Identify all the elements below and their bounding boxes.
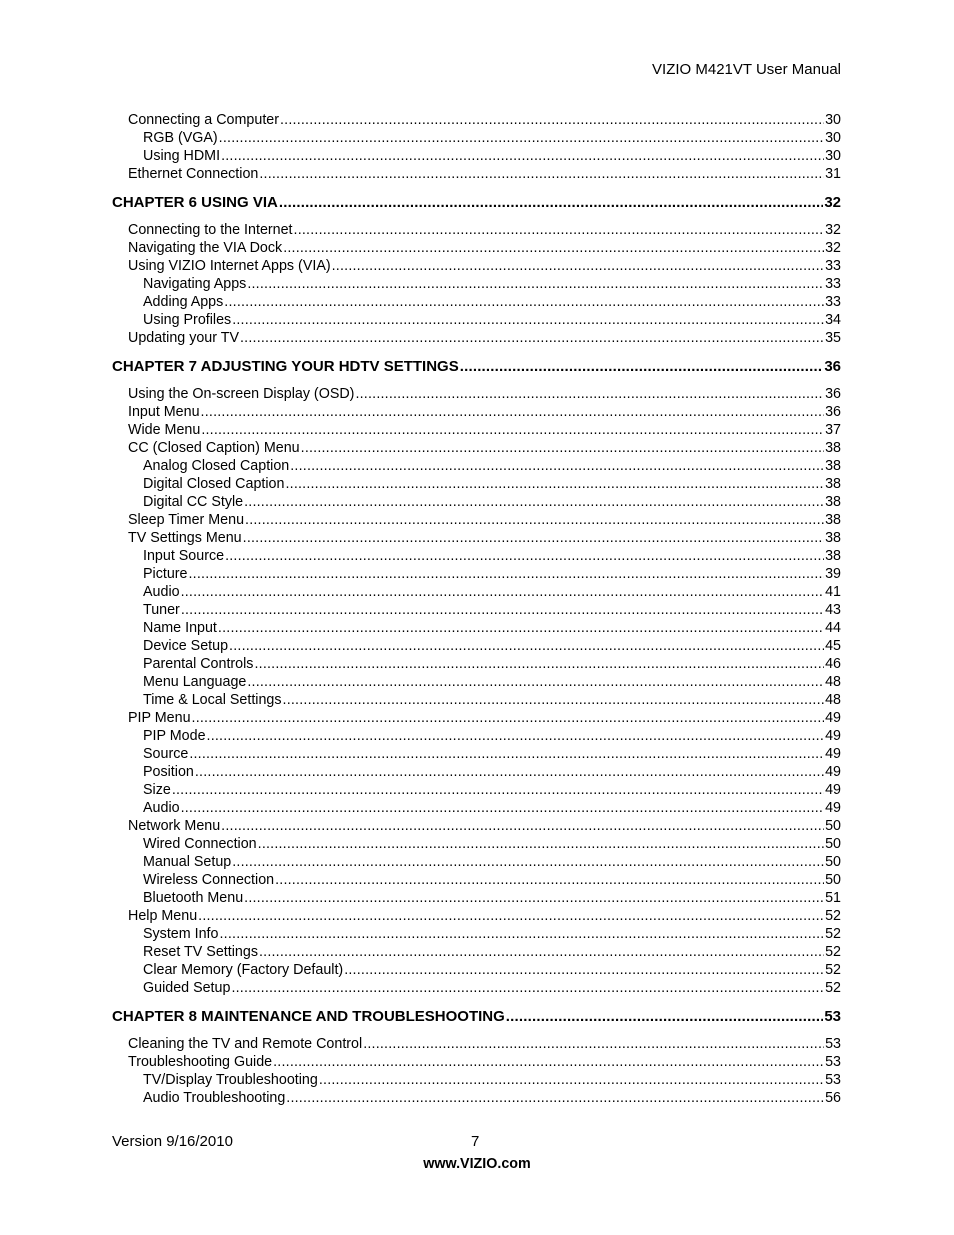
toc-entry-title: Manual Setup [143, 854, 232, 870]
toc-entry-page: 32 [824, 194, 841, 211]
toc-entry[interactable] [112, 511, 841, 529]
dot-leader [355, 385, 824, 403]
toc-entry[interactable] [112, 745, 841, 763]
toc-entry-page: 51 [825, 890, 841, 906]
toc-entry-title: Cleaning the TV and Remote Control [128, 1036, 363, 1052]
footer-url: www.VIZIO.com [423, 1156, 531, 1172]
toc-entry-title: PIP Menu [128, 710, 191, 726]
toc-entry-page: 50 [825, 872, 841, 888]
toc-entry-page: 31 [825, 166, 841, 182]
dot-leader [247, 673, 824, 691]
toc-entry-title: Bluetooth Menu [143, 890, 244, 906]
toc-entry-page: 36 [824, 358, 841, 375]
toc-entry[interactable] [112, 403, 841, 421]
dot-leader [198, 907, 824, 925]
toc-entry-page: 49 [825, 800, 841, 816]
dot-leader [283, 239, 824, 257]
toc-entry[interactable] [112, 111, 841, 129]
toc-entry-page: 38 [825, 440, 841, 456]
toc-entry-title: Audio Troubleshooting [143, 1090, 286, 1106]
toc-entry[interactable] [112, 547, 841, 565]
toc-entry[interactable] [112, 727, 841, 745]
dot-leader [181, 583, 825, 601]
toc-entry-page: 36 [825, 386, 841, 402]
toc-entry-title: Guided Setup [143, 980, 231, 996]
toc-entry[interactable] [112, 421, 841, 439]
toc-entry-title: Device Setup [143, 638, 229, 654]
manual-title: VIZIO M421VT User Manual [652, 61, 841, 78]
toc-entry-page: 35 [825, 330, 841, 346]
table-of-contents [112, 111, 841, 1107]
dot-leader [220, 925, 825, 943]
toc-entry-title: Size [143, 782, 171, 798]
toc-entry-title: Adding Apps [143, 294, 224, 310]
toc-entry[interactable] [112, 1053, 841, 1071]
toc-entry-title: Navigating the VIA Dock [128, 240, 283, 256]
dot-leader [219, 129, 824, 147]
dot-leader [344, 961, 824, 979]
dot-leader [275, 871, 824, 889]
toc-entry-title: Help Menu [128, 908, 198, 924]
dot-leader [229, 637, 824, 655]
toc-entry-page: 49 [825, 728, 841, 744]
toc-entry-title: Audio [143, 800, 180, 816]
toc-entry[interactable] [112, 565, 841, 583]
toc-entry-title: Navigating Apps [143, 276, 247, 292]
toc-entry-page: 43 [825, 602, 841, 618]
toc-entry[interactable] [112, 979, 841, 997]
toc-entry-title: Ethernet Connection [128, 166, 259, 182]
toc-entry[interactable] [112, 691, 841, 709]
dot-leader [332, 257, 824, 275]
dot-leader [259, 943, 824, 961]
toc-entry-page: 48 [825, 692, 841, 708]
toc-entry[interactable] [112, 889, 841, 907]
toc-entry[interactable] [112, 943, 841, 961]
dot-leader [243, 529, 824, 547]
toc-entry-title: Using HDMI [143, 148, 221, 164]
toc-entry-title: TV/Display Troubleshooting [143, 1072, 318, 1088]
toc-entry-page: 49 [825, 764, 841, 780]
toc-entry[interactable] [112, 1089, 841, 1107]
toc-entry-title: Menu Language [143, 674, 247, 690]
dot-leader [172, 781, 824, 799]
toc-entry[interactable] [112, 817, 841, 835]
toc-entry-page: 38 [825, 530, 841, 546]
dot-leader [319, 1071, 824, 1089]
dot-leader [189, 565, 825, 583]
dot-leader [240, 329, 824, 347]
toc-entry[interactable] [112, 619, 841, 637]
toc-entry-page: 48 [825, 674, 841, 690]
dot-leader [245, 511, 824, 529]
toc-entry-title: CHAPTER 7 ADJUSTING YOUR HDTV SETTINGS [112, 358, 459, 375]
toc-entry-title: Wide Menu [128, 422, 201, 438]
toc-chapter-entry[interactable] [112, 193, 841, 213]
toc-entry[interactable] [112, 835, 841, 853]
toc-entry[interactable] [112, 493, 841, 511]
toc-entry[interactable] [112, 457, 841, 475]
toc-entry-title: Reset TV Settings [143, 944, 258, 960]
toc-entry[interactable] [112, 529, 841, 547]
toc-entry[interactable] [112, 129, 841, 147]
toc-entry-page: 49 [825, 746, 841, 762]
dot-leader [285, 475, 824, 493]
toc-entry-page: 38 [825, 494, 841, 510]
toc-entry[interactable] [112, 475, 841, 493]
toc-entry[interactable] [112, 221, 841, 239]
toc-entry-title: Updating your TV [128, 330, 239, 346]
toc-entry-page: 50 [825, 818, 841, 834]
toc-entry-page: 49 [825, 782, 841, 798]
dot-leader [195, 763, 824, 781]
toc-entry[interactable] [112, 1035, 841, 1053]
toc-entry-title: System Info [143, 926, 219, 942]
dot-leader [294, 221, 825, 239]
toc-entry-title: Audio [143, 584, 180, 600]
toc-entry-page: 45 [825, 638, 841, 654]
toc-entry-page: 52 [825, 980, 841, 996]
toc-entry[interactable] [112, 763, 841, 781]
toc-entry-page: 50 [825, 854, 841, 870]
toc-entry-page: 53 [825, 1072, 841, 1088]
toc-entry-title: Wired Connection [143, 836, 257, 852]
toc-entry-page: 30 [825, 148, 841, 164]
toc-entry-title: CHAPTER 6 USING VIA [112, 194, 278, 211]
toc-entry-page: 33 [825, 258, 841, 274]
dot-leader [224, 293, 824, 311]
toc-entry[interactable] [112, 439, 841, 457]
toc-entry-title: Digital Closed Caption [143, 476, 285, 492]
toc-entry-title: PIP Mode [143, 728, 206, 744]
toc-entry-page: 39 [825, 566, 841, 582]
toc-entry-title: Sleep Timer Menu [128, 512, 245, 528]
toc-entry-title: Input Menu [128, 404, 200, 420]
dot-leader [363, 1035, 824, 1053]
toc-entry-page: 53 [825, 1036, 841, 1052]
dot-leader [290, 457, 824, 475]
dot-leader [301, 439, 824, 457]
toc-entry[interactable] [112, 257, 841, 275]
dot-leader [273, 1053, 824, 1071]
toc-entry[interactable] [112, 853, 841, 871]
toc-entry-page: 38 [825, 476, 841, 492]
toc-entry[interactable] [112, 781, 841, 799]
toc-chapter-entry[interactable] [112, 1007, 841, 1027]
toc-entry[interactable] [112, 601, 841, 619]
dot-leader [460, 357, 824, 377]
toc-entry-title: Wireless Connection [143, 872, 275, 888]
toc-entry-page: 41 [825, 584, 841, 600]
toc-entry-page: 32 [825, 222, 841, 238]
toc-entry-page: 50 [825, 836, 841, 852]
dot-leader [280, 111, 824, 129]
toc-entry[interactable] [112, 871, 841, 889]
toc-entry-title: Analog Closed Caption [143, 458, 290, 474]
toc-entry-title: Tuner [143, 602, 180, 618]
toc-entry[interactable] [112, 385, 841, 403]
toc-entry-page: 30 [825, 112, 841, 128]
toc-entry-page: 33 [825, 294, 841, 310]
toc-entry-page: 52 [825, 944, 841, 960]
dot-leader [192, 709, 825, 727]
toc-entry-title: RGB (VGA) [143, 130, 218, 146]
toc-entry-page: 38 [825, 458, 841, 474]
dot-leader [221, 147, 824, 165]
toc-entry-title: Using VIZIO Internet Apps (VIA) [128, 258, 331, 274]
dot-leader [247, 275, 824, 293]
dot-leader [506, 1007, 824, 1027]
toc-entry[interactable] [112, 583, 841, 601]
dot-leader [207, 727, 825, 745]
toc-entry[interactable] [112, 961, 841, 979]
toc-entry-page: 52 [825, 926, 841, 942]
toc-entry-title: Source [143, 746, 189, 762]
toc-entry-page: 34 [825, 312, 841, 328]
toc-entry-page: 37 [825, 422, 841, 438]
dot-leader [244, 493, 824, 511]
toc-entry[interactable] [112, 673, 841, 691]
dot-leader [201, 421, 824, 439]
toc-entry-title: Troubleshooting Guide [128, 1054, 273, 1070]
dot-leader [286, 1089, 824, 1107]
toc-entry-title: Time & Local Settings [143, 692, 282, 708]
toc-entry-title: Picture [143, 566, 188, 582]
toc-entry-page: 44 [825, 620, 841, 636]
toc-entry[interactable] [112, 275, 841, 293]
toc-entry-page: 30 [825, 130, 841, 146]
toc-entry-page: 38 [825, 548, 841, 564]
dot-leader [201, 403, 825, 421]
toc-chapter-entry[interactable] [112, 357, 841, 377]
dot-leader [279, 193, 823, 213]
toc-entry-title: Position [143, 764, 194, 780]
toc-entry-title: Digital CC Style [143, 494, 244, 510]
toc-entry-title: Parental Controls [143, 656, 254, 672]
toc-entry-title: Connecting a Computer [128, 112, 279, 128]
dot-leader [232, 853, 824, 871]
dot-leader [283, 691, 825, 709]
toc-entry-page: 52 [825, 962, 841, 978]
toc-entry-page: 49 [825, 710, 841, 726]
toc-entry-title: Name Input [143, 620, 217, 636]
dot-leader [181, 601, 824, 619]
toc-entry[interactable] [112, 709, 841, 727]
toc-entry[interactable] [112, 147, 841, 165]
dot-leader [181, 799, 825, 817]
toc-entry[interactable] [112, 1071, 841, 1089]
dot-leader [259, 165, 824, 183]
page-number: 7 [471, 1133, 480, 1150]
toc-entry-page: 56 [825, 1090, 841, 1106]
toc-entry-title: CC (Closed Caption) Menu [128, 440, 300, 456]
toc-entry[interactable] [112, 165, 841, 183]
toc-entry[interactable] [112, 239, 841, 257]
toc-entry-page: 46 [825, 656, 841, 672]
toc-entry-title: Input Source [143, 548, 225, 564]
toc-entry-title: CHAPTER 8 MAINTENANCE AND TROUBLESHOOTING [112, 1008, 505, 1025]
toc-entry[interactable] [112, 925, 841, 943]
toc-entry-title: TV Settings Menu [128, 530, 242, 546]
dot-leader [218, 619, 824, 637]
toc-entry-page: 33 [825, 276, 841, 292]
toc-entry[interactable] [112, 329, 841, 347]
toc-entry-page: 53 [825, 1054, 841, 1070]
toc-entry-page: 38 [825, 512, 841, 528]
dot-leader [225, 547, 824, 565]
toc-entry-page: 32 [825, 240, 841, 256]
dot-leader [221, 817, 824, 835]
toc-entry[interactable] [112, 907, 841, 925]
dot-leader [189, 745, 824, 763]
footer-version: Version 9/16/2010 [112, 1133, 233, 1150]
toc-entry-title: Connecting to the Internet [128, 222, 293, 238]
toc-entry-title: Using Profiles [143, 312, 232, 328]
toc-entry-page: 52 [825, 908, 841, 924]
toc-entry-page: 36 [825, 404, 841, 420]
toc-entry-title: Using the On-screen Display (OSD) [128, 386, 355, 402]
toc-entry[interactable] [112, 799, 841, 817]
toc-entry[interactable] [112, 311, 841, 329]
toc-entry[interactable] [112, 637, 841, 655]
toc-entry-title: Network Menu [128, 818, 221, 834]
toc-entry-title: Clear Memory (Factory Default) [143, 962, 344, 978]
toc-entry[interactable] [112, 293, 841, 311]
dot-leader [258, 835, 824, 853]
dot-leader [244, 889, 824, 907]
toc-entry[interactable] [112, 655, 841, 673]
dot-leader [254, 655, 824, 673]
dot-leader [232, 311, 824, 329]
toc-entry-page: 53 [824, 1008, 841, 1025]
dot-leader [231, 979, 824, 997]
